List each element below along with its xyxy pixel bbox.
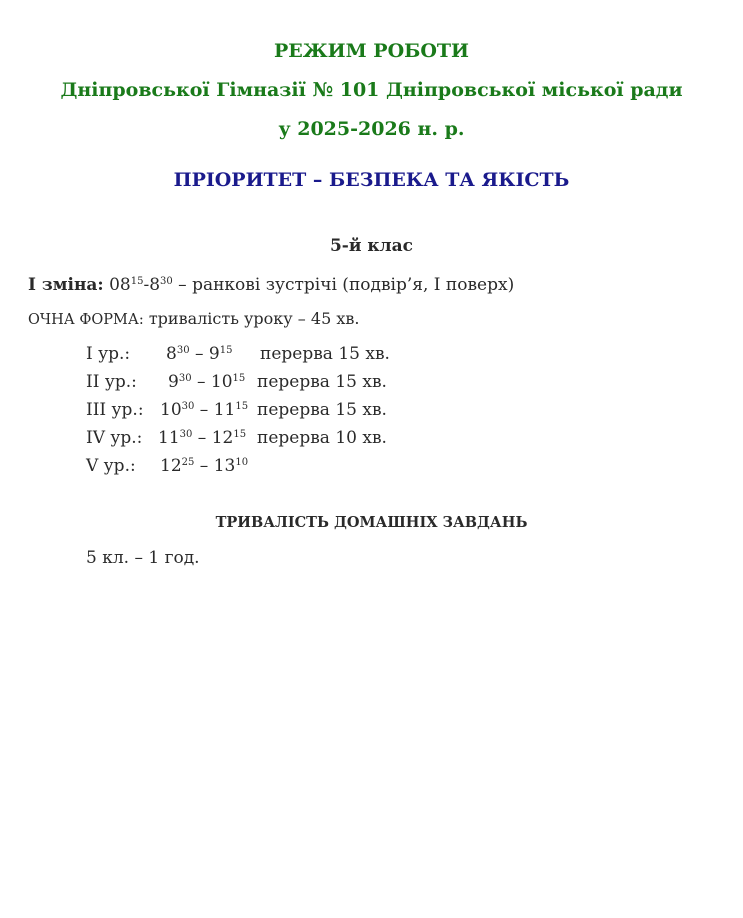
lesson-label: І ур.:	[86, 344, 131, 364]
lesson-dash: –	[194, 400, 214, 420]
priority-heading: ПРІОРИТЕТ – БЕЗПЕКА ТА ЯКІСТЬ	[173, 169, 570, 191]
lesson-start-hour: 12	[160, 456, 182, 476]
lesson-dash: –	[192, 428, 212, 448]
shift-label: І зміна:	[28, 275, 104, 295]
lesson-start-minute: 30	[181, 401, 195, 412]
lesson-break: перерва 15 хв.	[257, 372, 387, 392]
lesson-time	[160, 400, 248, 420]
shift-description: – ранкові зустрічі (подвір’я, І поверх)	[172, 275, 515, 295]
form-text: тривалість уроку – 45 хв.	[143, 309, 360, 328]
document-title: РЕЖИМ РОБОТИ	[273, 40, 469, 62]
shift-start-minute: 15	[130, 276, 144, 287]
lesson-start-minute: 30	[176, 345, 190, 356]
shift-end-hour: 8	[149, 275, 161, 295]
lesson-dash: –	[194, 456, 214, 476]
lesson-row	[86, 400, 486, 424]
form-line	[28, 309, 359, 328]
lesson-start-hour: 11	[158, 428, 180, 448]
form-label: ОЧНА ФОРМА:	[28, 312, 144, 328]
lesson-time	[168, 372, 245, 392]
lesson-break: перерва 15 хв.	[257, 400, 387, 420]
lesson-end-minute: 10	[235, 457, 249, 468]
lesson-dash: –	[191, 372, 211, 392]
lesson-end-hour: 13	[213, 456, 236, 476]
lesson-start-hour: 8	[166, 344, 177, 364]
lesson-start-minute: 25	[181, 457, 195, 468]
lesson-start-hour: 10	[160, 400, 182, 420]
lesson-end-hour: 11	[213, 400, 236, 420]
lesson-time	[160, 456, 248, 476]
grade-heading: 5-й клас	[329, 236, 414, 256]
lesson-label: ІІІ ур.:	[86, 400, 144, 420]
shift-line	[28, 275, 514, 295]
lesson-end-minute: 15	[219, 345, 233, 356]
lesson-label: ІІ ур.:	[86, 372, 137, 392]
lesson-row	[86, 428, 486, 452]
lesson-end-hour: 12	[211, 428, 234, 448]
lesson-break: перерва 15 хв.	[260, 344, 390, 364]
shift-end-minute: 30	[160, 276, 173, 287]
school-name: Дніпровської Гімназії № 101 Дніпровської міської ради	[60, 79, 683, 101]
lesson-end-minute: 15	[233, 429, 247, 440]
lesson-row	[86, 344, 486, 368]
lesson-start-minute: 30	[178, 373, 192, 384]
academic-year: у 2025-2026 н. р.	[278, 118, 465, 140]
lesson-label: V ур.:	[86, 456, 136, 476]
lesson-start-minute: 30	[179, 429, 193, 440]
lesson-end-minute: 15	[232, 373, 246, 384]
lesson-row	[86, 372, 486, 396]
shift-start-hour: 08	[109, 275, 131, 295]
lesson-time	[166, 344, 232, 364]
shift-separator: -	[143, 275, 150, 295]
homework-text: 5 кл. – 1 год.	[86, 548, 200, 568]
lesson-dash: –	[189, 344, 209, 364]
lesson-row	[86, 456, 486, 480]
lesson-end-hour: 9	[208, 344, 220, 364]
homework-heading: ТРИВАЛІСТЬ ДОМАШНІХ ЗАВДАНЬ	[215, 514, 528, 531]
lesson-end-minute: 15	[235, 401, 249, 412]
lesson-break: перерва 10 хв.	[257, 428, 387, 448]
lesson-end-hour: 10	[210, 372, 233, 392]
lesson-start-hour: 9	[168, 372, 179, 392]
lesson-time	[158, 428, 246, 448]
lesson-label: IV ур.:	[86, 428, 143, 448]
